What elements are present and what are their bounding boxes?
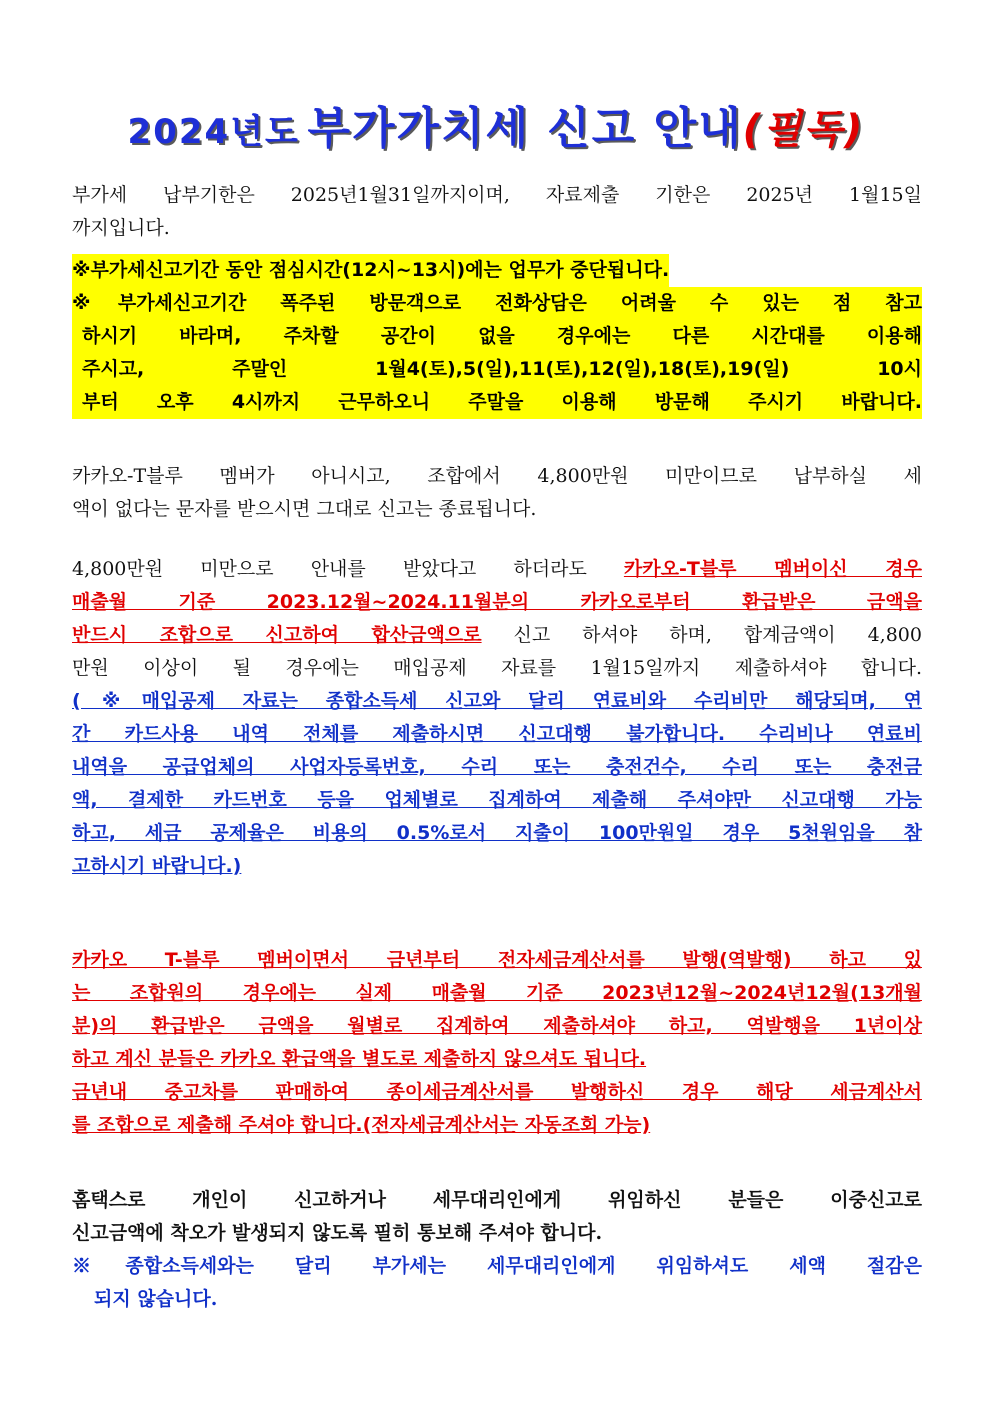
deadline-line-1: 부가세 납부기한은 2025년1월31일까지이며, 자료제출 기한은 2025년 1월15일 (72, 184, 922, 206)
hometax-paragraph (72, 1184, 922, 1316)
purchase-note-line-5: 하고, 세금 공제율은 비용의 0.5%로서 지출이 100만원일 경우 5천원임을 참 (72, 822, 922, 844)
refund-paragraph (72, 553, 922, 883)
highlight-notice (72, 254, 922, 419)
e-invoice-line-2: 는 조합원의 경우에는 실제 매출월 기준 2023년12월~2024년12월(13개월 (72, 982, 922, 1004)
used-car-line-2: 를 조합으로 제출해 주셔야 합니다.(전자세금계산서는 자동조회 가능) (72, 1114, 651, 1136)
used-car-line-1: 금년내 중고차를 판매하여 종이세금계산서를 발행하신 경우 해당 세금계산서 (72, 1081, 922, 1103)
title-tag: (필독) (742, 107, 865, 153)
tax-agent-note-line-2: 되지 않습니다. (94, 1288, 218, 1310)
refund-line-2-red: 매출월 기준 2023.12월~2024.11월분의 카카오로부터 환급받은 금액을 (72, 591, 922, 613)
visit-notice-line-2: 하시기 바라며, 주차할 공간이 없을 경우에는 다른 시간대를 이용해 (72, 320, 922, 353)
e-invoice-line-4: 하고 계신 분들은 카카오 환급액을 별도로 제출하지 않으셔도 됩니다. (72, 1048, 647, 1070)
refund-line-3-red: 반드시 조합으로 신고하여 합산금액으로 (72, 624, 482, 646)
refund-line-4: 만원 이상이 될 경우에는 매입공제 자료를 1월15일까지 제출하셔야 합니다. (72, 657, 922, 679)
purchase-note-line-4: 액, 결제한 카드번호 등을 업체별로 집계하여 제출해 주셔야만 신고대행 가능 (72, 789, 922, 811)
refund-line-1-plain: 4,800만원 미만으로 안내를 받았다고 하더라도 (72, 558, 587, 580)
deadline-line-2: 까지입니다. (72, 217, 170, 239)
title-year: 2024년도 (127, 112, 300, 152)
refund-line-1-red: 카카오-T블루 멤버이신 경우 (623, 558, 922, 580)
purchase-note-line-2: 간 카드사용 내역 전체를 제출하시면 신고대행 불가합니다. 수리비나 연료비 (72, 723, 922, 745)
visit-notice-line-3: 주시고, 주말인 1월4(토),5(일),11(토),12(일),18(토),19(일) 10시 (72, 353, 922, 386)
purchase-note-line-1: (※매입공제 자료는 종합소득세 신고와 달리 연료비와 수리비만 해당되며, 연 (72, 690, 922, 712)
tblue-line-2: 액이 없다는 문자를 받으시면 그대로 신고는 종료됩니다. (72, 498, 537, 520)
visit-notice-line-4: 부터 오후 4시까지 근무하오니 주말을 이용해 방문해 주시기 바랍니다. (72, 386, 922, 419)
e-invoice-line-1: 카카오 T-블루 멤버이면서 금년부터 전자세금계산서를 발행(역발행) 하고 있 (72, 949, 922, 971)
page-title (0, 92, 992, 156)
refund-line-1 (72, 553, 922, 586)
tblue-paragraph (72, 460, 922, 526)
purchase-note-line-6: 고하시기 바랍니다.) (72, 855, 242, 877)
title-main: 부가가치세 신고 안내 (307, 103, 743, 154)
e-invoice-paragraph (72, 944, 922, 1142)
purchase-note-line-3: 내역을 공급업체의 사업자등록번호, 수리 또는 충전건수, 수리 또는 충전금 (72, 756, 922, 778)
tblue-line-1: 카카오-T블루 멤버가 아니시고, 조합에서 4,800만원 미만이므로 납부하실 세 (72, 465, 922, 487)
refund-line-3-plain: 신고 하셔야 하며, 합계금액이 4,800 (513, 624, 922, 646)
refund-line-3 (72, 619, 922, 652)
hometax-line-2: 신고금액에 착오가 발생되지 않도록 필히 통보해 주셔야 합니다. (72, 1222, 603, 1244)
tax-agent-note-line-1: ※종합소득세와는 달리 부가세는 세무대리인에게 위임하셔도 세액 절감은 (72, 1255, 922, 1277)
lunch-notice: ※부가세신고기간 동안 점심시간(12시~13시)에는 업무가 중단됩니다. (72, 254, 669, 287)
visit-notice-line-1: ※부가세신고기간 폭주된 방문객으로 전화상담은 어려울 수 있는 점 참고 (72, 287, 922, 320)
deadline-paragraph (72, 179, 922, 245)
hometax-line-1: 홈택스로 개인이 신고하거나 세무대리인에게 위임하신 분들은 이중신고로 (72, 1189, 922, 1211)
e-invoice-line-3: 분)의 환급받은 금액을 월별로 집계하여 제출하셔야 하고, 역발행을 1년이상 (72, 1015, 922, 1037)
